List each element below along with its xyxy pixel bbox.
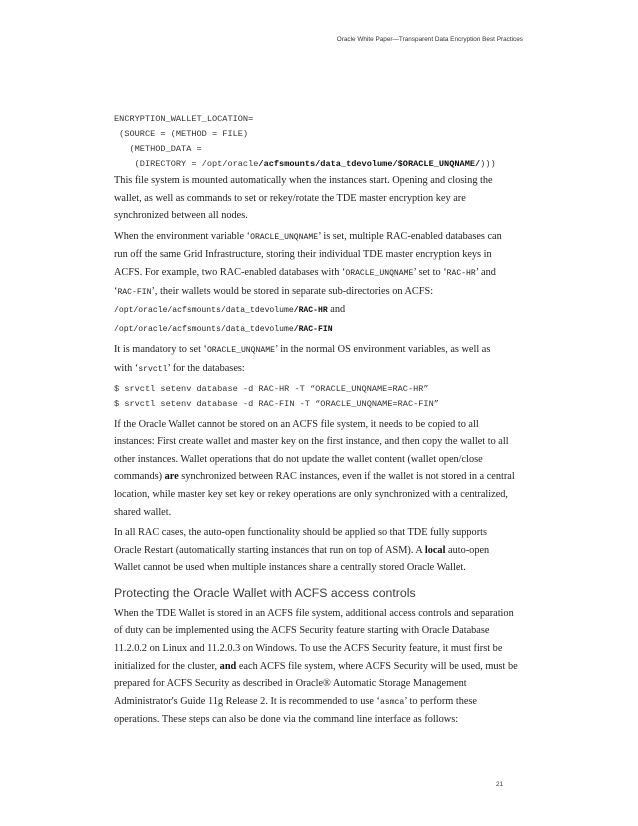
text-line: [114, 264, 526, 283]
text-line: of duty can be implemented using the ACFS Security feature starting with Oracle Database: [114, 625, 490, 637]
path-text: /opt/oracle/acfsmounts/data_tdevolume: [114, 306, 294, 316]
text-line: wallet, as well as commands to set or rekey/rotate the TDE master encryption key are: [114, 192, 466, 204]
code-line: (METHOD_DATA =: [114, 144, 202, 154]
text-line: synchronized between all nodes.: [114, 210, 248, 222]
text-line: other instances. Wallet operations that do not update the wallet content (wallet open/close: [114, 453, 483, 465]
text: with ‘: [114, 362, 139, 374]
text: commands): [114, 471, 165, 483]
text-line: When the TDE Wallet is stored in an ACFS file system, additional access controls and separation: [114, 607, 514, 619]
text: ’ and: [475, 266, 496, 278]
text-line: [114, 228, 526, 247]
text-line: 11.2.0.2 on Linux and 11.2.0.3 on Windows. To use the ACFS Security feature, it must first be: [114, 643, 503, 655]
text-line: [114, 283, 526, 302]
text: synchronized between RAC instances, even if the wallet is not stored in a central: [178, 471, 515, 483]
text: ’ in the normal OS environment variables, as well as: [274, 344, 491, 356]
text: each ACFS file system, where ACFS Security will be used, must be: [236, 660, 518, 672]
text: Administrator's Guide 11g Release 2. It is recommended to use ‘: [114, 695, 380, 707]
text: ACFS. For example, two RAC-enabled databases with ‘: [114, 266, 346, 278]
text: and: [327, 304, 346, 316]
bold-text: are: [164, 471, 179, 483]
inline-code: ORACLE_UNQNAME: [206, 346, 275, 356]
inline-code: ORACLE_UNQNAME: [345, 268, 414, 278]
inline-code: RAC-HR: [446, 268, 476, 278]
text: auto-open: [445, 544, 490, 556]
text: ’ set to ‘: [413, 266, 447, 278]
paragraph-mandatory-setting: [114, 341, 526, 378]
paragraph-wallet-copy: [114, 416, 526, 522]
text-line: prepared for ACFS Security as described in Oracle® Automatic Storage Management: [114, 678, 467, 690]
code-line: (SOURCE = (METHOD = FILE): [114, 129, 249, 139]
text-line: This file system is mounted automatically when the instances start. Opening and closing the: [114, 175, 493, 186]
config-code-block: [114, 112, 526, 172]
paragraph-acfs-security: [114, 605, 526, 729]
text-line: If the Oracle Wallet cannot be stored on an ACFS file system, it needs to be copied to all: [114, 418, 479, 430]
text-line: location, while master key set key or rekey operations are only synchronized with a centralized,: [114, 488, 508, 500]
bold-text: and: [219, 660, 237, 672]
text: ‘: [114, 285, 118, 297]
text-line: instances: First create wallet and master key on the first instance, and then copy the wallet to all: [114, 436, 509, 448]
paragraph-auto-open: [114, 524, 526, 577]
path-bold: /RAC-HR: [293, 306, 328, 316]
paragraph-env-variable: [114, 228, 526, 339]
text: Oracle Restart (automatically starting instances that run on top of ASM). A: [114, 544, 425, 556]
inline-code: RAC-FIN: [117, 287, 152, 297]
code-line: [114, 157, 526, 172]
document-body: [114, 112, 526, 732]
text-line: In all RAC cases, the auto-open functionality should be applied so that TDE fully supports: [114, 527, 488, 539]
text: initialized for the cluster,: [114, 660, 220, 672]
text: ’ is set, multiple RAC-enabled databases can: [318, 230, 502, 242]
path-text: /opt/oracle/acfsmounts/data_tdevolume: [114, 324, 294, 334]
inline-code: srvctl: [138, 364, 168, 374]
page-header: Oracle White Paper—Transparent Data Encryption Best Practices: [336, 36, 523, 43]
text-line: [114, 542, 526, 560]
inline-code: asmca: [379, 697, 405, 707]
text: It is mandatory to set ‘: [114, 344, 207, 356]
command-line: $ srvctl setenv database -d RAC-HR -T “ORACLE_UNQNAME=RAC-HR”: [114, 383, 429, 394]
bold-text: local: [424, 544, 446, 556]
path-line: [114, 301, 526, 320]
command-line: $ srvctl setenv database -d RAC-FIN -T “ORACLE_UNQNAME=RAC-FIN”: [114, 398, 439, 409]
inline-code: ORACLE_UNQNAME: [250, 232, 319, 242]
text-line: shared wallet.: [114, 506, 172, 518]
srvctl-commands: [114, 382, 526, 412]
path-bold: /RAC-FIN: [293, 324, 333, 334]
text-line: Wallet cannot be used when multiple instances share a centrally stored Oracle Wallet.: [114, 562, 466, 574]
text: ’ for the databases:: [167, 362, 245, 374]
page-number: 21: [496, 781, 504, 788]
code-line: ENCRYPTION_WALLET_LOCATION=: [114, 114, 254, 124]
text-line: [114, 360, 526, 379]
paragraph-mount-info: [114, 172, 526, 225]
text-line: [114, 658, 526, 676]
code-text: (DIRECTORY = /opt/oracle: [114, 159, 259, 169]
text: ’ to perform these: [404, 695, 477, 707]
text-line: [114, 341, 526, 360]
text: ’, their wallets would be stored in separate sub-directories on ACFS:: [151, 285, 434, 297]
text: When the environment variable ‘: [114, 230, 251, 242]
code-text: ))): [480, 159, 496, 169]
code-bold-path: /acfsmounts/data_tdevolume/$ORACLE_UNQNAME/: [258, 159, 481, 169]
section-heading: Protecting the Oracle Wallet with ACFS access controls: [114, 585, 416, 600]
text-line: [114, 468, 526, 486]
text-line: run off the same Grid Infrastructure, storing their individual TDE master encryption keys in: [114, 249, 492, 261]
text-line: operations. These steps can also be done via the command line interface as follows:: [114, 714, 459, 726]
path-line: [114, 320, 526, 339]
text-line: [114, 693, 526, 712]
